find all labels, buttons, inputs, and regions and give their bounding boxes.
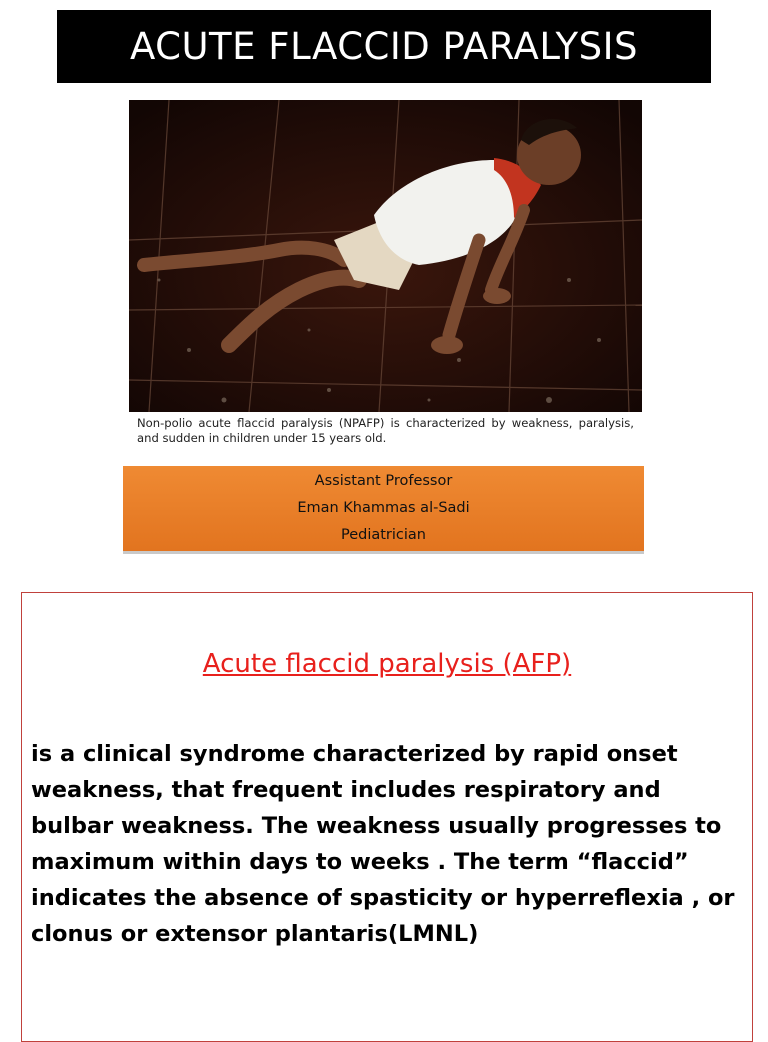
author-name: Eman Khammas al-Sadi <box>297 500 470 516</box>
author-box <box>123 466 644 554</box>
child-crawling-photo <box>129 100 642 412</box>
photo-caption: Non-polio acute flaccid paralysis (NPAFP) is characterized by weakness, paralysis, and sudden in children under 15 years old. <box>137 416 634 445</box>
slide-title-bar <box>57 10 711 83</box>
definition-text: is a clinical syndrome characterized by rapid onset weakness, that frequent includes respiratory and bulbar weakness. The weakness usually progresses to maximum within days to weeks . The term “flaccid” indicates the absence of spasticity or hyperreflexia , or clonus or extensor plantaris(LMNL) <box>31 741 735 947</box>
definition-box <box>21 592 753 1042</box>
photo-figure <box>129 100 642 452</box>
author-specialty: Pediatrician <box>340 527 427 543</box>
photo-illustration <box>129 100 642 412</box>
author-role: Assistant Professor <box>314 473 453 489</box>
definition-heading: Acute flaccid paralysis (AFP) <box>202 649 572 679</box>
slide-title: ACUTE FLACCID PARALYSIS <box>129 25 639 68</box>
